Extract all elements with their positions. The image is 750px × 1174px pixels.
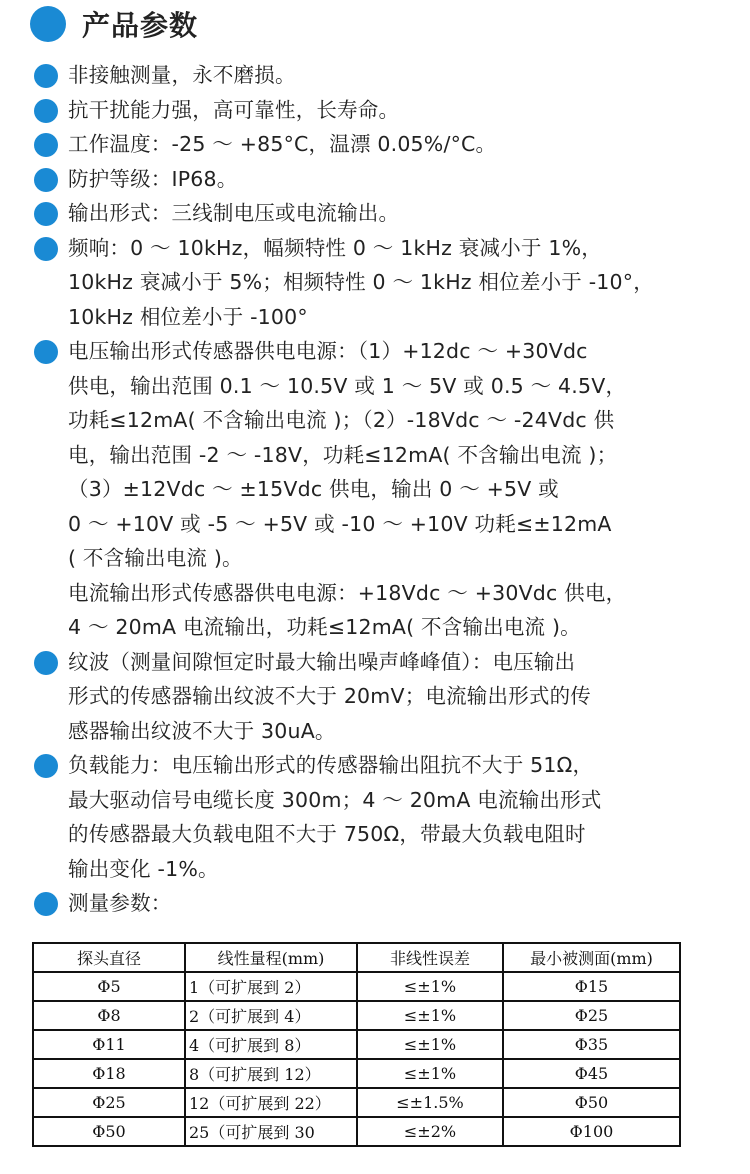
cell-min-target: Φ25: [503, 1001, 680, 1030]
table-row: [33, 1088, 680, 1117]
spec-line: 输出形式：三线制电压或电流输出。: [68, 201, 400, 225]
header-nonlinearity: 非线性误差: [357, 943, 503, 972]
cell-probe-diameter: Φ5: [33, 972, 185, 1001]
spec-line: 电压输出形式传感器供电电源：（1）+12dc ～ +30Vdc: [68, 339, 588, 363]
spec-line: 负载能力：电压输出形式的传感器输出阻抗不大于 51Ω，: [68, 753, 594, 777]
spec-line: 的传感器最大负载电阻不大于 750Ω，带最大负载电阻时: [68, 822, 586, 846]
spec-line: 非接触测量，永不磨损。: [68, 63, 296, 87]
bullet-dot-icon: [30, 6, 66, 42]
spec-item: [34, 645, 734, 749]
cell-min-target: Φ35: [503, 1030, 680, 1059]
cell-min-target: Φ15: [503, 972, 680, 1001]
spec-line: 10kHz 衰减小于 5%；相频特性 0 ～ 1kHz 相位差小于 -10°，: [68, 270, 654, 294]
spec-line: 最大驱动信号电缆长度 300m；4 ～ 20mA 电流输出形式: [68, 787, 602, 812]
cell-linear-range: 4（可扩展到 8）: [185, 1030, 357, 1059]
section-heading: [30, 6, 198, 42]
table-row: [33, 972, 680, 1001]
table-row: [33, 1059, 680, 1088]
cell-probe-diameter: Φ50: [33, 1117, 185, 1146]
cell-linear-range: 25（可扩展到 30: [185, 1117, 357, 1146]
bullet-dot-icon: [34, 651, 58, 675]
cell-nonlinearity: ≤±1%: [357, 1030, 503, 1059]
cell-linear-range: 2（可扩展到 4）: [185, 1001, 357, 1030]
measurement-table: [32, 942, 681, 1147]
spec-line: 电流输出形式传感器供电电源：+18Vdc ～ +30Vdc 供电，: [68, 580, 627, 605]
cell-linear-range: 12（可扩展到 22）: [185, 1088, 357, 1117]
spec-item: [34, 196, 734, 231]
spec-line: ( 不含输出电流 )。: [68, 546, 243, 570]
spec-line: 供电，输出范围 0.1 ～ 10.5V 或 1 ～ 5V 或 0.5 ～ 4.5V，: [68, 373, 627, 398]
spec-line: 抗干扰能力强，高可靠性，长寿命。: [68, 97, 400, 122]
spec-item: [34, 127, 734, 162]
header-probe-diameter: 探头直径: [33, 943, 185, 972]
spec-line: 纹波（测量间隙恒定时最大输出噪声峰峰值）：电压输出: [68, 649, 576, 674]
section-title: 产品参数: [82, 9, 199, 42]
bullet-dot-icon: [34, 133, 58, 157]
header-min-target: 最小被测面(mm): [503, 943, 680, 972]
spec-line: 0 ～ +10V 或 -5 ～ +5V 或 -10 ～ +10V 功耗≤±12mA: [68, 511, 612, 536]
cell-probe-diameter: Φ25: [33, 1088, 185, 1117]
spec-list: [34, 58, 734, 921]
spec-line: 形式的传感器输出纹波不大于 20mV；电流输出形式的传: [68, 684, 591, 708]
cell-nonlinearity: ≤±2%: [357, 1117, 503, 1146]
spec-line: 感器输出纹波不大于 30uA。: [68, 718, 336, 743]
table-row: [33, 1001, 680, 1030]
cell-probe-diameter: Φ18: [33, 1059, 185, 1088]
cell-nonlinearity: ≤±1%: [357, 972, 503, 1001]
spec-line: 电，输出范围 -2 ～ -18V，功耗≤12mA( 不含输出电流 )；: [68, 442, 618, 467]
spec-item: [34, 93, 734, 128]
spec-line: 频响：0 ～ 10kHz，幅频特性 0 ～ 1kHz 衰减小于 1%，: [68, 235, 602, 260]
bullet-dot-icon: [34, 237, 58, 261]
cell-nonlinearity: ≤±1.5%: [357, 1088, 503, 1117]
cell-linear-range: 1（可扩展到 2）: [185, 972, 357, 1001]
table-row: [33, 1117, 680, 1146]
cell-min-target: Φ50: [503, 1088, 680, 1117]
spec-line: 输出变化 -1%。: [68, 856, 219, 881]
spec-line: 防护等级：IP68。: [68, 166, 238, 191]
spec-item: [34, 334, 734, 645]
spec-item: [34, 162, 734, 197]
bullet-dot-icon: [34, 892, 58, 916]
spec-line: 4 ～ 20mA 电流输出，功耗≤12mA( 不含输出电流 )。: [68, 615, 581, 639]
cell-nonlinearity: ≤±1%: [357, 1001, 503, 1030]
cell-probe-diameter: Φ8: [33, 1001, 185, 1030]
spec-line: （3）±12Vdc ～ ±15Vdc 供电，输出 0 ～ +5V 或: [68, 477, 559, 501]
header-linear-range: 线性量程(mm): [185, 943, 357, 972]
cell-nonlinearity: ≤±1%: [357, 1059, 503, 1088]
spec-line: 10kHz 相位差小于 -100°: [68, 304, 308, 329]
spec-item: [34, 58, 734, 93]
bullet-dot-icon: [34, 99, 58, 123]
measurement-table-wrap: [32, 942, 681, 1147]
bullet-dot-icon: [34, 340, 58, 364]
cell-min-target: Φ45: [503, 1059, 680, 1088]
spec-line: 工作温度：-25 ～ +85°C，温漂 0.05%/°C。: [68, 132, 497, 156]
table-row: [33, 1030, 680, 1059]
table-header-row: [33, 943, 680, 972]
bullet-dot-icon: [34, 64, 58, 88]
cell-min-target: Φ100: [503, 1117, 680, 1146]
bullet-dot-icon: [34, 168, 58, 192]
bullet-dot-icon: [34, 754, 58, 778]
cell-probe-diameter: Φ11: [33, 1030, 185, 1059]
spec-item: [34, 748, 734, 886]
spec-line: 功耗≤12mA( 不含输出电流 )；（2）-18Vdc ～ -24Vdc 供: [68, 408, 615, 432]
spec-item: [34, 231, 734, 335]
cell-linear-range: 8（可扩展到 12）: [185, 1059, 357, 1088]
spec-line: 测量参数：: [68, 891, 172, 915]
bullet-dot-icon: [34, 202, 58, 226]
spec-item: [34, 886, 734, 921]
